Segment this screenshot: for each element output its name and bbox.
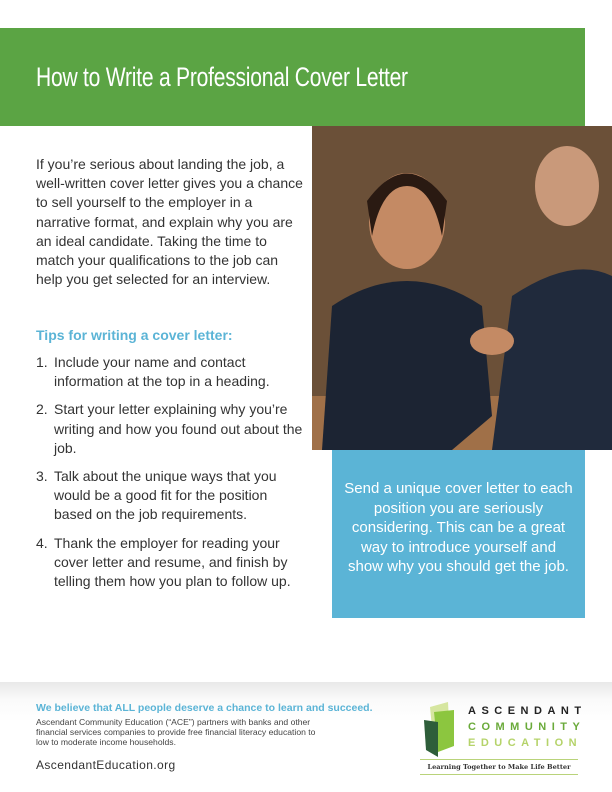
callout-box: Send a unique cover letter to each position you are seriously considering. This can be a great way to introduce yourself and show why you should get the job.	[332, 450, 585, 618]
logo-education: EDUCATION	[468, 737, 583, 749]
logo-community: COMMUNITY	[468, 721, 586, 733]
website-link[interactable]: AscendantEducation.org	[36, 758, 176, 772]
logo-slogan: Learning Together to Make Life Better	[420, 759, 578, 775]
footer-description: Ascendant Community Education (“ACE”) partners with banks and other financial services companies to provide free financial literacy education to low to moderate income households.	[36, 717, 316, 747]
title-banner	[0, 28, 585, 126]
item-number: 4.	[36, 534, 48, 551]
ace-logo	[420, 702, 587, 777]
page-title: How to Write a Professional Cover Letter	[36, 62, 408, 92]
item-text: Include your name and contact information at the top in a heading.	[54, 354, 270, 390]
logo-ascendant: ASCENDANT	[468, 705, 587, 717]
item-text: Thank the employer for reading your cover letter and resume, and finish by telling them how you plan to follow up.	[54, 534, 291, 590]
logo-mark-icon	[420, 702, 464, 757]
tips-list	[36, 353, 306, 600]
footer	[0, 682, 612, 792]
item-number: 2.	[36, 401, 48, 418]
list-item	[36, 467, 306, 525]
item-text: Start your letter explaining why you’re writing and how you found out about the job.	[54, 401, 303, 456]
item-text: Talk about the unique ways that you would be a good fit for the position based on the job requirements.	[54, 468, 277, 523]
handshake-photo	[312, 126, 612, 450]
tips-heading: Tips for writing a cover letter:	[36, 327, 233, 343]
list-item	[36, 353, 306, 391]
item-number: 1.	[36, 354, 48, 370]
list-item	[36, 534, 306, 592]
list-item	[36, 400, 306, 458]
item-number: 3.	[36, 468, 48, 485]
intro-paragraph: If you’re serious about landing the job, a well-written cover letter gives you a chance to sell yourself to the employer in a narrative format, and explain why you are an ideal candidate. Taking the time to match your qualifications to the job can help you get selected for an interview.	[36, 156, 303, 288]
footer-tagline: We believe that ALL people deserve a chance to learn and succeed.	[36, 702, 373, 714]
